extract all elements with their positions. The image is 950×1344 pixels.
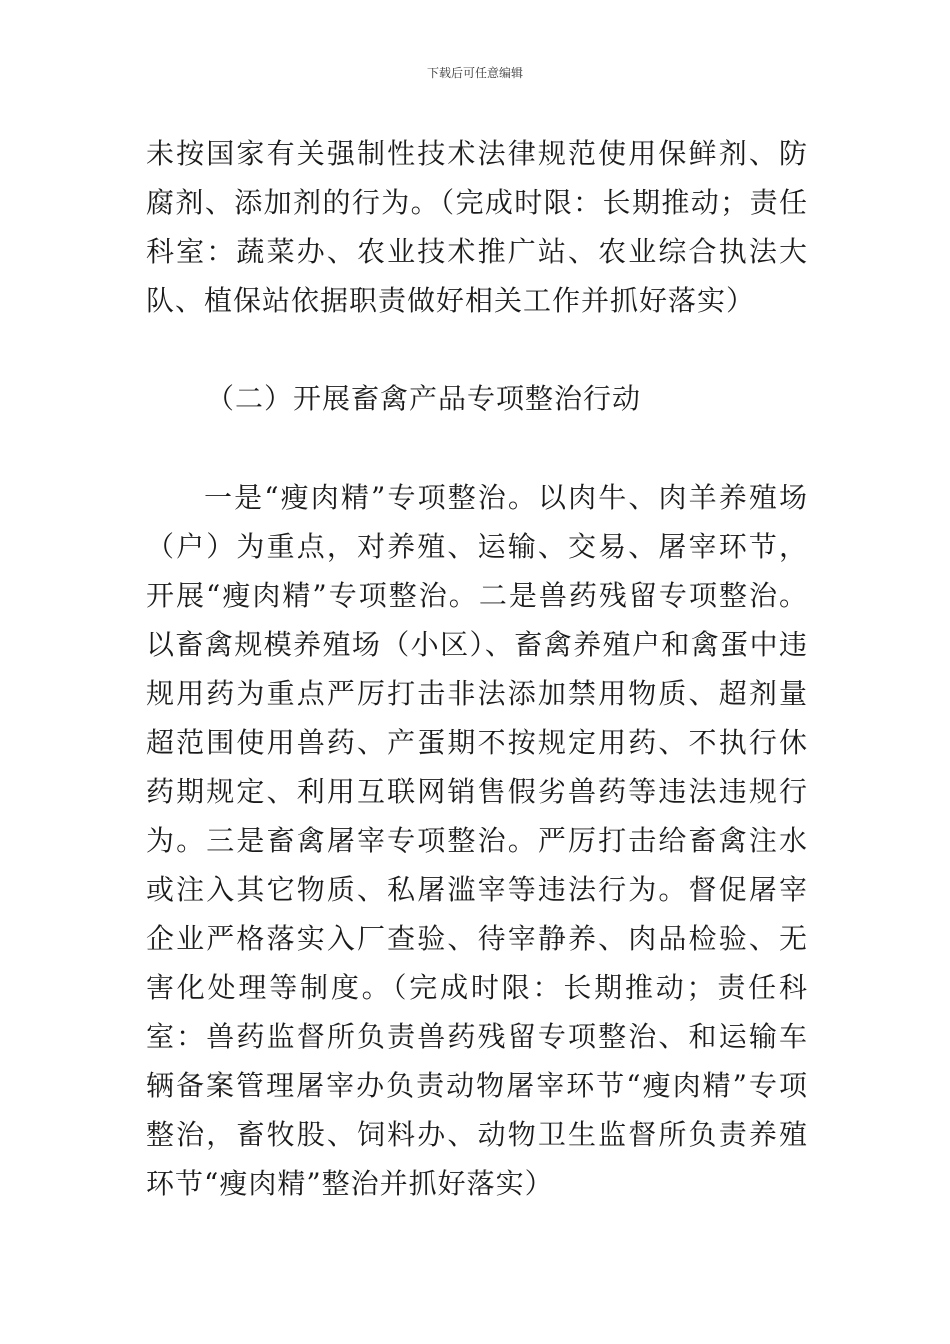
paragraph-2: 一是“瘦肉精”专项整治。以肉牛、肉羊养殖场（户）为重点，对养殖、运输、交易、屠宰环节，开展“瘦肉精”专项整治。二是兽药残留专项整治。以畜禽规模养殖场（小区）、畜禽养殖户和禽蛋中违规用药为重点严厉打击非法添加禁用物质、超剂量超范围使用兽药、产蛋期不按规定用药、不执行休药期规定、利用互联网销售假劣兽药等违法违规行为。三是畜禽屠宰专项整治。严厉打击给畜禽注水或注入其它物质、私屠滥宰等违法行为。督促屠宰企业严格落实入厂查验、待宰静养、肉品检验、无害化处理等制度。（完成时限：长期推动；责任科室：兽药监督所负责兽药残留专项整治、和运输车辆备案管理屠宰办负责动物屠宰环节“瘦肉精”专项整治，畜牧股、饲料办、动物卫生监督所负责养殖环节“瘦肉精”整治并抓好落实）	[146, 481, 808, 1200]
paragraph-1: 未按国家有关强制性技术法律规范使用保鲜剂、防腐剂、添加剂的行为。（完成时限：长期推动；责任科室：蔬菜办、农业技术推广站、农业综合执法大队、植保站依据职责做好相关工作并抓好落实）	[146, 137, 808, 317]
page-header-note: 下载后可任意编辑	[426, 66, 523, 80]
section-heading: （二）开展畜禽产品专项整治行动	[206, 382, 642, 415]
